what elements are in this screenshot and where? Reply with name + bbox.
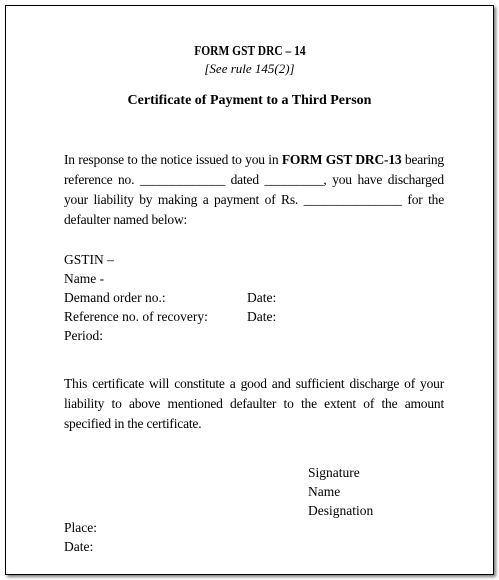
intro-text-5: for the defaulter named below:	[64, 192, 444, 227]
form-title-wrap	[6, 42, 493, 60]
intro-text-3: dated	[225, 172, 265, 187]
demand-order-label: Demand order no.:	[64, 290, 166, 305]
intro-paragraph	[64, 150, 444, 230]
signatory-name-label: Name	[308, 484, 341, 499]
designation-label: Designation	[308, 503, 374, 518]
name-label: Name -	[64, 271, 105, 286]
reference-date-label: Date:	[247, 309, 277, 324]
closing-paragraph: This certificate will constitute a good and sufficient discharge of your liability to above mentioned defaulter to the extent of the amount specified in the certificate.	[64, 376, 444, 431]
footer-date-label: Date:	[64, 539, 94, 554]
certificate-title: Certificate of Payment to a Third Person	[127, 93, 372, 108]
reference-recovery-label: Reference no. of recovery:	[64, 309, 208, 324]
rule-reference: [See rule 145(2)]	[204, 61, 295, 76]
intro-text-2: bearing reference no.	[64, 152, 444, 187]
form-reference: FORM GST DRC-13	[281, 152, 402, 167]
amount-blank: _______________	[303, 192, 402, 207]
document-page	[5, 5, 494, 575]
form-title: FORM GST DRC – 14	[193, 44, 306, 59]
signature-label: Signature	[308, 465, 360, 480]
intro-text-1: In response to the notice issued to you in	[64, 152, 282, 167]
gstin-label: GSTIN –	[64, 252, 114, 267]
date-blank: _________	[264, 172, 324, 187]
demand-date-label: Date:	[247, 290, 277, 305]
period-label: Period:	[64, 328, 103, 343]
place-label: Place:	[64, 520, 97, 535]
reference-blank: _____________	[139, 172, 226, 187]
intro-text-4: , you have discharged your liability by making a payment of Rs.	[64, 172, 444, 207]
